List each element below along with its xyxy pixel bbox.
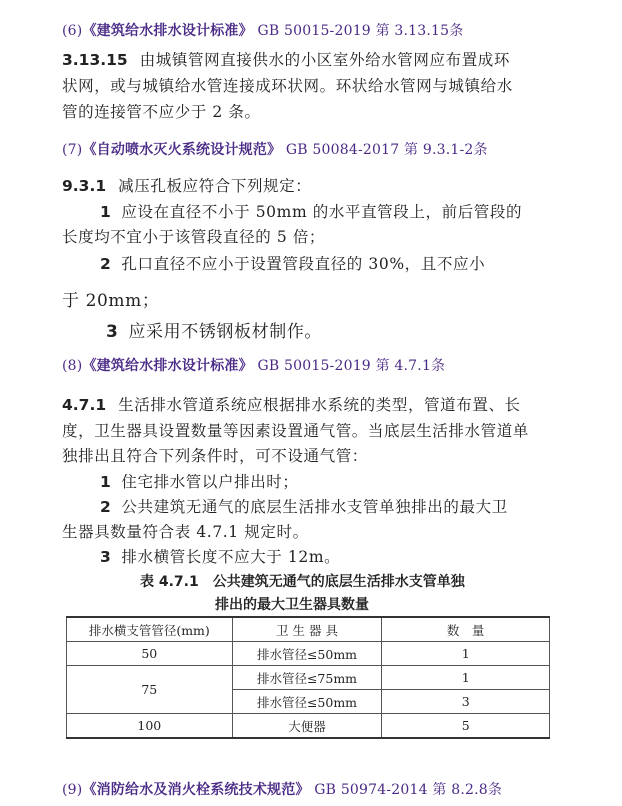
item-number: 2 — [100, 255, 112, 273]
clause-4-7-1-line-2: 度，卫生器具设置数量等因素设置通气管。当底层生活排水管道单 — [62, 422, 529, 440]
reference-title: 《建筑给水排水设计标准》 — [82, 23, 253, 39]
clause-number: 4.7.1 — [62, 396, 107, 414]
clause-4-7-1-item-1 — [100, 470, 299, 495]
item-text: 应采用不锈钢板材制作。 — [128, 322, 323, 342]
header-diameter: 排水横支管管径(mm) — [67, 617, 233, 642]
cell-diameter: 50 — [67, 642, 233, 666]
item-number: 2 — [100, 498, 112, 516]
clause-9-3-1-item-1-line-1 — [100, 200, 522, 225]
reference-heading-8 — [62, 355, 445, 375]
clause-3-13-15-line-2: 状网，或与城镇给水管连接成环状网。环状给水管网与城镇给水 — [62, 77, 513, 95]
table-row — [67, 666, 550, 690]
header-fixture: 卫 生 器 具 — [232, 617, 382, 642]
cell-count: 5 — [382, 714, 550, 739]
cell-diameter: 100 — [67, 714, 233, 739]
clause-9-3-1-item-2-line-2: 于 20mm； — [62, 291, 160, 311]
reference-number: (9) — [62, 782, 83, 798]
item-text: 应设在直径不小于 50mm 的水平直管段上，前后管段的 — [121, 203, 523, 221]
cell-count: 3 — [382, 690, 550, 714]
cell-diameter: 75 — [67, 666, 233, 714]
reference-clause: 第 8.2.8条 — [432, 782, 503, 798]
clause-3-13-15-line-3: 管的连接管不应少于 2 条。 — [62, 103, 261, 121]
clause-4-7-1-line-1 — [62, 393, 521, 418]
item-number: 1 — [100, 473, 112, 491]
item-number: 3 — [100, 548, 112, 566]
clause-text: 由城镇管网直接供水的小区室外给水管网应布置成环 — [139, 51, 511, 69]
reference-code: GB 50084-2017 — [285, 142, 400, 158]
clause-number: 9.3.1 — [62, 177, 107, 195]
clause-4-7-1-line-3: 独排出且符合下列条件时，可不设通气管： — [62, 447, 368, 465]
cell-fixture: 排水管径≤75mm — [232, 666, 382, 690]
clause-number: 3.13.15 — [62, 51, 128, 69]
table-row — [67, 642, 550, 666]
clause-3-13-15-line-1 — [62, 48, 510, 73]
reference-number: (6) — [62, 23, 83, 39]
item-number: 1 — [100, 203, 112, 221]
table-caption-line-1: 表 4.7.1 公共建筑无通气的底层生活排水支管单独 — [140, 574, 465, 590]
item-text: 住宅排水管以户排出时； — [121, 473, 299, 491]
reference-heading-7 — [62, 139, 488, 159]
clause-4-7-1-item-2-line-1 — [100, 495, 508, 520]
reference-number: (8) — [62, 358, 83, 374]
clause-9-3-1-intro — [62, 174, 311, 199]
cell-fixture: 大便器 — [232, 714, 382, 739]
table-caption-line-2: 排出的最大卫生器具数量 — [215, 597, 369, 613]
cell-count: 1 — [382, 642, 550, 666]
cell-fixture: 排水管径≤50mm — [232, 690, 382, 714]
reference-code: GB 50974-2014 — [314, 782, 428, 798]
reference-clause: 第 3.13.15条 — [375, 23, 464, 39]
table-header-row — [67, 617, 550, 642]
item-text: 公共建筑无通气的底层生活排水支管单独排出的最大卫 — [121, 498, 508, 516]
reference-title: 《消防给水及消火栓系统技术规范》 — [82, 782, 310, 798]
reference-heading-9 — [62, 779, 502, 799]
clause-9-3-1-item-2-line-1 — [100, 252, 485, 277]
reference-title: 《建筑给水排水设计标准》 — [82, 358, 253, 374]
cell-fixture: 排水管径≤50mm — [232, 642, 382, 666]
fixture-count-table — [66, 616, 550, 739]
cell-count: 1 — [382, 666, 550, 690]
header-count: 数 量 — [382, 617, 550, 642]
reference-title: 《自动喷水灭火系统设计规范》 — [82, 142, 282, 158]
reference-code: GB 50015-2019 — [257, 23, 371, 39]
clause-9-3-1-item-1-line-2: 长度均不宜小于该管段直径的 5 倍； — [62, 228, 326, 246]
clause-9-3-1-item-3 — [106, 320, 322, 345]
item-number: 3 — [106, 322, 119, 342]
reference-clause: 第 9.3.1-2条 — [403, 142, 488, 158]
reference-clause: 第 4.7.1条 — [375, 358, 446, 374]
item-text: 排水横管长度不应大于 12m。 — [121, 548, 341, 566]
clause-4-7-1-item-2-line-2: 生器具数量符合表 4.7.1 规定时。 — [62, 523, 309, 541]
clause-4-7-1-item-3 — [100, 545, 340, 570]
item-text: 孔口直径不应小于设置管段直径的 30%，且不应小 — [121, 255, 486, 273]
reference-number: (7) — [62, 142, 83, 158]
table-row — [67, 714, 550, 739]
reference-heading-6 — [62, 20, 463, 40]
reference-code: GB 50015-2019 — [257, 358, 371, 374]
clause-text: 生活排水管道系统应根据排水系统的类型，管道布置、长 — [118, 396, 521, 414]
clause-text: 减压孔板应符合下列规定： — [118, 177, 312, 195]
